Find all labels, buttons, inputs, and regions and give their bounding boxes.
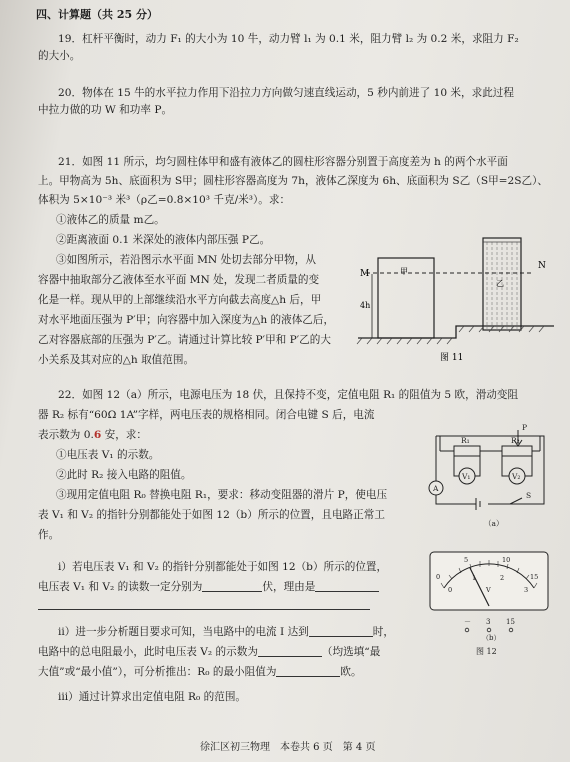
figure-12a-circuit bbox=[418, 418, 558, 536]
figure-11 bbox=[356, 226, 556, 366]
q22-sub3-line1: ③现用定值电阻 R₀ 替换电阻 R₁，要求：移动变阻器的滑片 P，使电压 bbox=[56, 489, 388, 501]
label-4h: 4h bbox=[360, 301, 371, 310]
label-v1: V₁ bbox=[462, 472, 471, 481]
label-v2: V₂ bbox=[512, 472, 521, 481]
scale-top-label: 10 bbox=[502, 556, 511, 564]
q22-i-line2 bbox=[38, 580, 379, 594]
q21-sub3-line: 化是一样。现从甲的上部继续沿水平方向截去高度△h 后，甲 bbox=[38, 294, 322, 306]
label-r1: R₁ bbox=[461, 436, 470, 445]
label-n: N bbox=[538, 261, 546, 271]
answer-blank[interactable] bbox=[202, 580, 262, 592]
figure-11-caption: 图 11 bbox=[440, 353, 464, 363]
scale-top-label: 15 bbox=[530, 573, 539, 581]
battery bbox=[476, 498, 480, 510]
q22-ii-line2-post: （均选填“最 bbox=[321, 646, 381, 658]
label-s: S bbox=[526, 491, 532, 500]
label-r2: R₂ bbox=[511, 436, 520, 445]
q21-sub1: ①液体乙的质量 m乙。 bbox=[56, 214, 165, 226]
scale-bottom-label: 3 bbox=[524, 586, 529, 594]
q22-ii-line3-post: 欧。 bbox=[340, 666, 362, 678]
q22-ii-line3 bbox=[38, 665, 362, 679]
terminal-label: 15 bbox=[506, 618, 515, 626]
q22-iii-line: iii）通过计算求出定值电阻 R₀ 的范围。 bbox=[58, 691, 247, 703]
switch-s bbox=[488, 498, 544, 504]
figure-12b-caption: （b） bbox=[482, 634, 501, 642]
q19-line2: 的大小。 bbox=[38, 50, 81, 62]
q19-line1: 19．杠杆平衡时，动力 F₁ 的大小为 10 牛，动力臂 l₁ 为 0.1 米，阻力臂 l₂ 为 0.2 米，求阻力 F₂ bbox=[58, 33, 519, 45]
meter-terminals bbox=[465, 628, 513, 632]
branch-wire bbox=[440, 436, 540, 451]
handwritten-digit: 6 bbox=[93, 429, 102, 441]
q21-sub3-line: 乙对容器底部的压强为 P′乙。请通过计算比较 P′甲和 P′乙的大 bbox=[38, 334, 331, 346]
q22-line3 bbox=[38, 428, 147, 442]
q21-sub3-line: 对水平地面压强为 P′甲；向容器中加入深度为△h 的液体乙后， bbox=[38, 314, 335, 326]
resistor-r1 bbox=[454, 446, 480, 456]
q20-line2: 中拉力做的功 W 和功率 P。 bbox=[38, 104, 173, 116]
scale-top-label: 5 bbox=[464, 556, 469, 564]
q22-ii-line1-post: 时， bbox=[372, 626, 394, 638]
q22-ii-line2 bbox=[38, 645, 380, 659]
scale-bottom-label: 2 bbox=[500, 574, 505, 582]
scale-bottom-label: 1 bbox=[472, 574, 477, 582]
q22-sub3-line2: 表 V₁ 和 V₂ 的指针分别都能处于如图 12（b）所示的位置，且电路正常工 bbox=[38, 509, 385, 521]
terminal-label: 3 bbox=[486, 618, 491, 626]
q22-line1: 22．如图 12（a）所示，电源电压为 18 伏，且保持不变，定值电阻 R₁ 的阻值为 5 欧，滑动变阻 bbox=[58, 389, 519, 401]
answer-blank[interactable] bbox=[315, 580, 379, 592]
ground-hatch bbox=[357, 326, 544, 344]
figure-12b-meter bbox=[426, 548, 552, 658]
label-a: A bbox=[433, 484, 439, 493]
q22-line3-pre: 表示数为 0. bbox=[38, 429, 94, 441]
scale-bottom-label: 0 bbox=[448, 586, 453, 594]
q21-line3: 体积为 5×10⁻³ 米³（ρ乙=0.8×10³ 千克/米³）。求： bbox=[38, 194, 291, 206]
figure-12a-caption: （a） bbox=[484, 519, 504, 528]
q20-line1: 20．物体在 15 牛的水平拉力作用下沿拉力方向做匀速直线运动，5 秒内前进了 10 米，求此过程 bbox=[58, 87, 514, 99]
q21-sub2: ②距离液面 0.1 米深处的液体内部压强 P乙。 bbox=[56, 234, 271, 246]
q22-i-line2-mid: 伏，理由是 bbox=[262, 581, 316, 593]
q22-sub1: ①电压表 V₁ 的示数。 bbox=[56, 449, 160, 461]
scale-top-label: 0 bbox=[436, 573, 441, 581]
terminal-label: － bbox=[464, 618, 471, 626]
q22-ii-line3-pre: 大值”或“最小值”），可分析推出：R₀ 的最小阻值为 bbox=[38, 666, 277, 678]
q22-sub3-line3: 作。 bbox=[38, 529, 60, 541]
q22-ii-line1 bbox=[58, 625, 394, 639]
q21-line2: 上。甲物高为 5h、底面积为 S甲；圆柱形容器高度为 7h，液体乙深度为 6h、底面积为 S乙（S甲=2S乙）、 bbox=[38, 175, 549, 187]
ground-step bbox=[358, 326, 554, 338]
q21-line1: 21．如图 11 所示，均匀圆柱体甲和盛有液体乙的圆柱形容器分别置于高度差为 h 的两个水平面 bbox=[58, 156, 508, 168]
q21-sub3-line: 小关系及其对应的△h 取值范围。 bbox=[38, 354, 195, 366]
q21-sub3-line: ③如图所示，若沿图示水平面 MN 处切去部分甲物，从 bbox=[56, 254, 316, 266]
rheostat-r2 bbox=[502, 446, 532, 456]
q22-line3-post: 安，求： bbox=[101, 429, 147, 441]
label-jia: 甲 bbox=[400, 267, 408, 276]
meter-unit: V bbox=[486, 586, 491, 594]
q22-line2: 器 R₂ 标有“60Ω 1A”字样，两电压表的规格相同。闭合电键 S 后，电流 bbox=[38, 409, 375, 421]
q22-ii-line2-pre: 电路中的总电阻最小，此时电压表 V₂ 的示数为 bbox=[38, 646, 258, 658]
label-p: P bbox=[522, 423, 528, 432]
q22-ii-line1-pre: ii）进一步分析题目要求可知，当电路中的电流 I 达到 bbox=[58, 626, 309, 638]
answer-blank-full-line[interactable] bbox=[38, 598, 370, 610]
label-m: M bbox=[360, 269, 370, 279]
figure-12-caption: 图 12 bbox=[476, 647, 497, 656]
section-title: 四、计算题（共 25 分） bbox=[36, 8, 158, 21]
answer-blank[interactable] bbox=[258, 645, 322, 657]
answer-blank[interactable] bbox=[276, 665, 340, 677]
label-yi: 乙 bbox=[496, 279, 504, 288]
q22-sub2: ②此时 R₂ 接入电路的阻值。 bbox=[56, 469, 192, 481]
q22-i-line1: i）若电压表 V₁ 和 V₂ 的指针分别都能处于如图 12（b）所示的位置， bbox=[58, 561, 388, 573]
page-footer: 徐汇区初三物理 本卷共 6 页 第 4 页 bbox=[200, 742, 376, 753]
q22-i-line2-pre: 电压表 V₁ 和 V₂ 的读数一定分别为 bbox=[38, 581, 203, 593]
q21-sub3-line: 容器中抽取部分乙液体至水平面 MN 处，发现二者质量的变 bbox=[38, 274, 320, 286]
answer-blank[interactable] bbox=[309, 625, 373, 637]
